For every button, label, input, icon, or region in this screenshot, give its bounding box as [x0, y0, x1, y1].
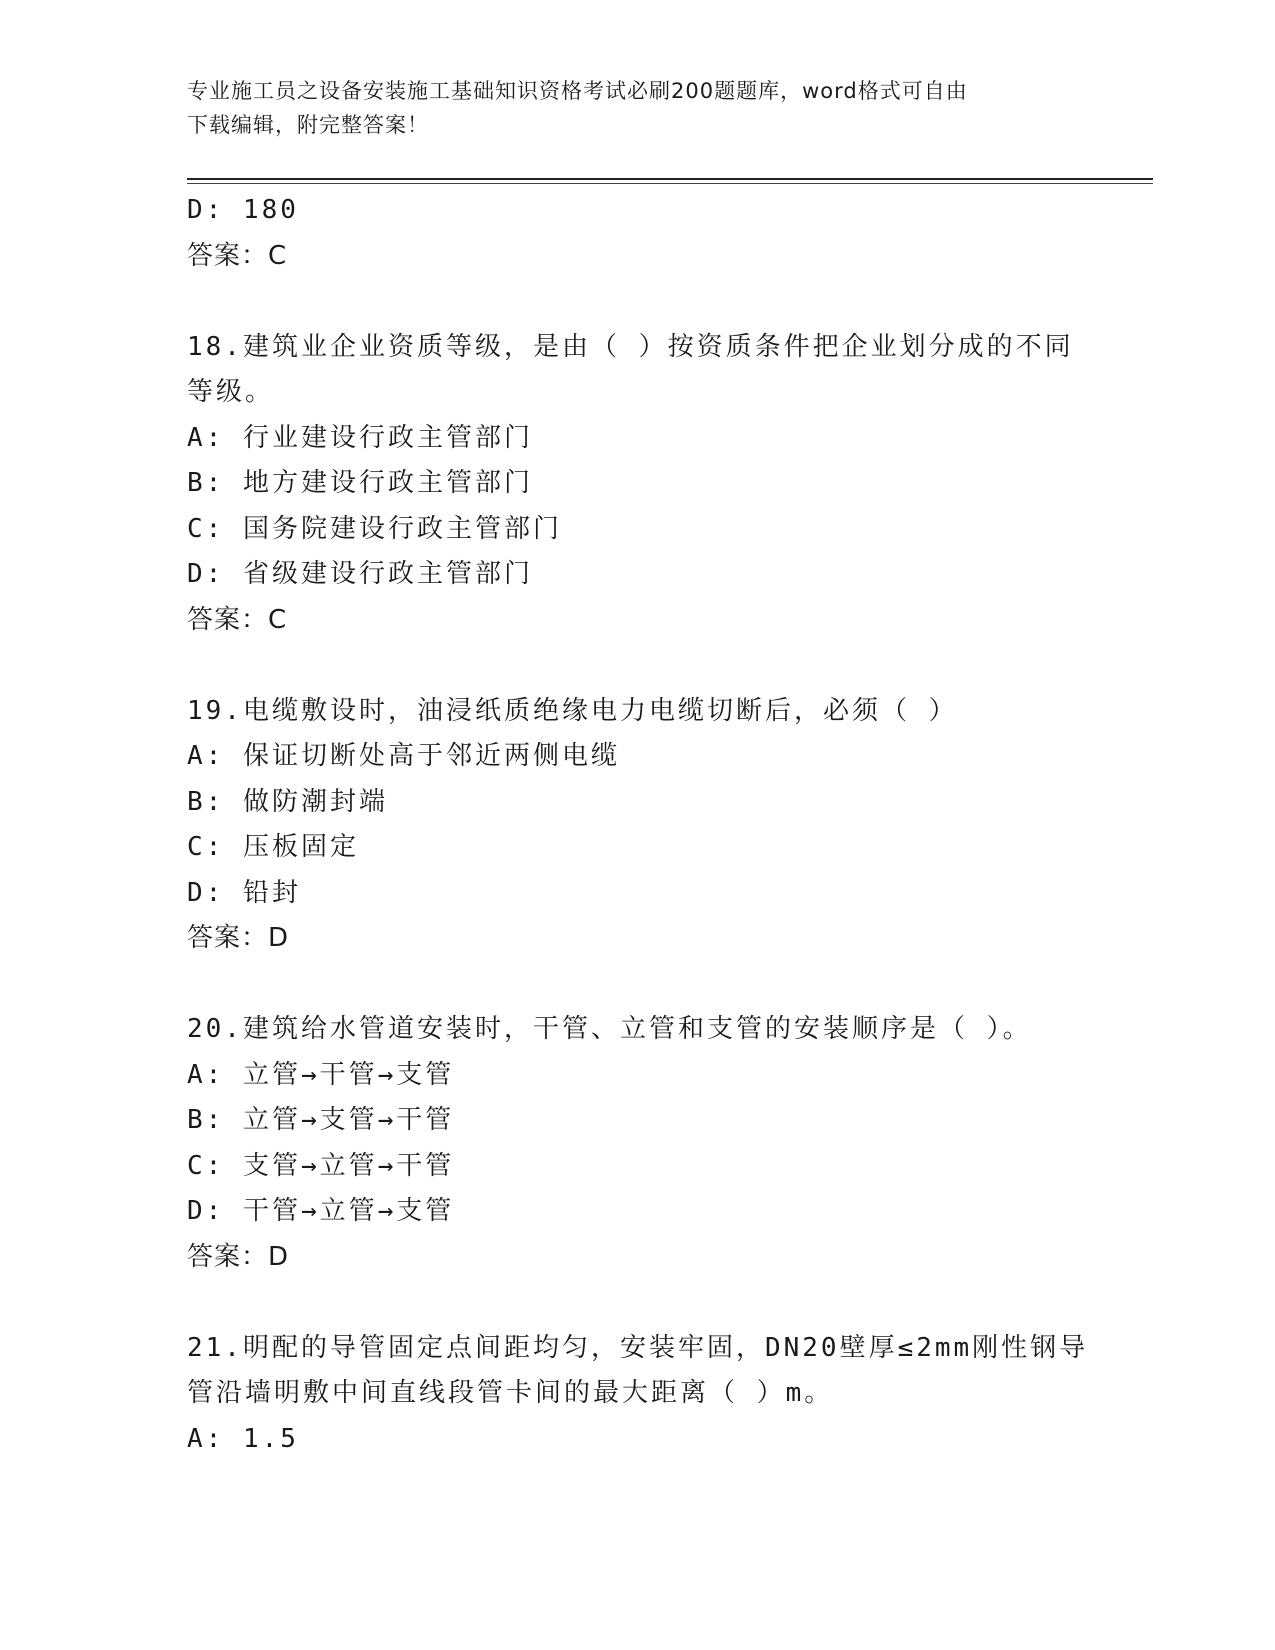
q18-option-b: B: 地方建设行政主管部门 [187, 468, 533, 498]
spacer [187, 1280, 1087, 1326]
q19-option-a: A: 保证切断处高于邻近两侧电缆 [187, 741, 620, 771]
header-line-1: 专业施工员之设备安装施工基础知识资格考试必刷200题题库，word格式可自由 [187, 79, 968, 103]
q18-stem-line-2: 等级。 [187, 377, 275, 407]
q18-option-d: D: 省级建设行政主管部门 [187, 559, 533, 589]
q20-option-b: B: 立管→支管→干管 [187, 1105, 455, 1135]
q20-option-d: D: 干管→立管→支管 [187, 1196, 455, 1226]
q20-option-c: C: 支管→立管→干管 [187, 1150, 455, 1181]
q21-stem-line-2: 管沿墙明敷中间直线段管卡间的最大距离（ ）m。 [187, 1378, 834, 1408]
q18-stem-line-1: 18.建筑业企业资质等级，是由（ ）按资质条件把企业划分成的不同 [187, 331, 1074, 362]
header-divider-thick [187, 178, 1153, 180]
prev-option-d: D: 180 [187, 195, 299, 225]
page-header [187, 74, 1067, 142]
spacer [187, 643, 1087, 689]
q20-option-a: A: 立管→干管→支管 [187, 1059, 455, 1090]
prev-answer: 答案：C [187, 240, 288, 271]
q19-option-d: D: 铅封 [187, 877, 301, 908]
q19-stem-line-1: 19.电缆敷设时，油浸纸质绝缘电力电缆切断后，必须（ ） [187, 695, 958, 726]
q19-option-c: C: 压板固定 [187, 832, 359, 862]
q21-stem-line-1: 21.明配的导管固定点间距均匀，安装牢固，DN20壁厚≤2mm刚性钢导 [187, 1332, 1089, 1363]
spacer [187, 279, 1087, 325]
question-list [187, 188, 1087, 1462]
q21-option-a: A: 1.5 [187, 1423, 299, 1454]
q19-answer: 答案：D [187, 923, 290, 953]
q18-option-a: A: 行业建设行政主管部门 [187, 422, 533, 453]
q18-option-c: C: 国务院建设行政主管部门 [187, 513, 562, 544]
q20-stem-line-1: 20.建筑给水管道安装时，干管、立管和支管的安装顺序是（ ）。 [187, 1014, 1032, 1044]
q20-answer: 答案：D [187, 1241, 290, 1272]
q18-answer: 答案：C [187, 604, 288, 635]
spacer [187, 962, 1087, 1008]
header-line-2: 下载编辑，附完整答案！ [187, 113, 429, 137]
header-divider-thin [187, 183, 1153, 184]
q19-option-b: B: 做防潮封端 [187, 786, 388, 817]
